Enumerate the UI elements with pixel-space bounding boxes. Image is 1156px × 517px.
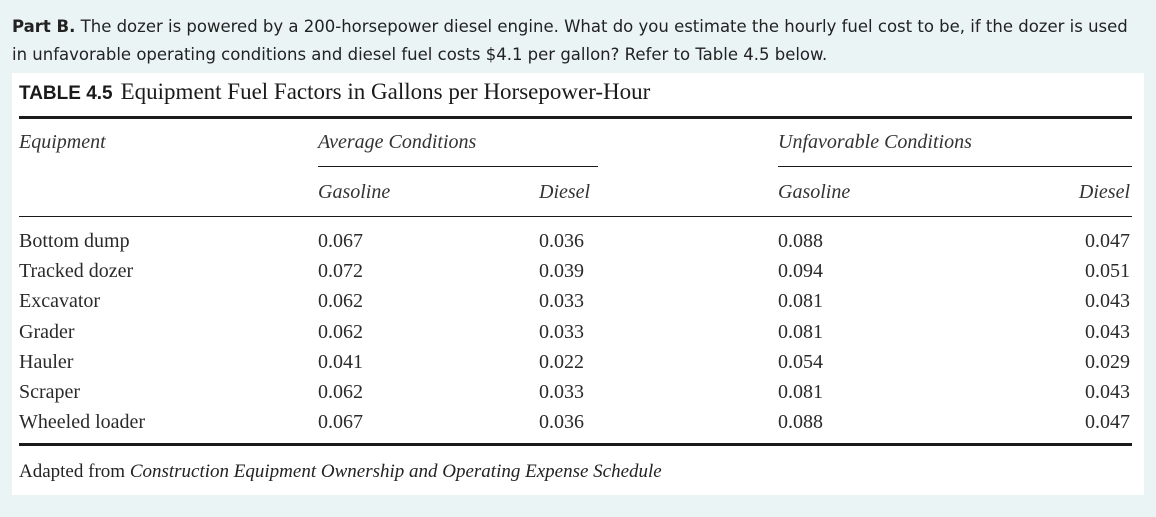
cell-unf-diesel: 0.047 [1085,411,1130,434]
cell-unf-diesel: 0.043 [1085,290,1130,313]
table-number: TABLE 4.5 [19,83,113,104]
unfavorable-group-rule [778,166,1132,167]
average-group-rule [318,166,598,167]
cell-avg-gas: 0.062 [318,381,363,403]
header-unfavorable-conditions: Unfavorable Conditions [778,131,972,153]
table-footer [19,461,662,483]
cell-avg-diesel: 0.022 [539,350,584,373]
table-title [19,79,650,105]
cell-avg-diesel: 0.033 [539,290,584,313]
top-rule [19,116,1132,119]
cell-unf-gas: 0.094 [778,260,823,283]
cell-unf-gas: 0.088 [778,411,823,434]
cell-equipment: Hauler [19,350,74,373]
cell-avg-gas: 0.041 [318,350,363,373]
cell-unf-diesel: 0.043 [1085,381,1130,403]
cell-avg-diesel: 0.036 [539,411,584,434]
cell-avg-gas: 0.072 [318,260,363,283]
cell-avg-diesel: 0.036 [539,230,584,252]
cell-avg-diesel: 0.033 [539,320,584,343]
cell-unf-gas: 0.088 [778,230,823,252]
header-avg-gasoline: Gasoline [318,181,391,203]
cell-avg-gas: 0.067 [318,230,363,252]
cell-equipment: Bottom dump [19,230,130,252]
cell-equipment: Grader [19,320,75,343]
cell-equipment: Scraper [19,381,81,403]
footer-prefix: Adapted from [19,461,130,482]
header-unf-gasoline: Gasoline [778,181,851,203]
cell-avg-diesel: 0.033 [539,381,584,403]
cell-unf-diesel: 0.029 [1085,350,1130,373]
cell-avg-gas: 0.062 [318,320,363,343]
cell-unf-gas: 0.081 [778,320,823,343]
fuel-factor-table [12,73,1144,495]
header-equipment: Equipment [19,131,106,153]
header-average-conditions: Average Conditions [318,131,477,153]
bottom-rule [19,443,1132,446]
cell-unf-diesel: 0.047 [1085,230,1130,252]
cell-avg-gas: 0.067 [318,411,363,434]
cell-equipment: Excavator [19,290,101,313]
cell-unf-diesel: 0.043 [1085,320,1130,343]
cell-avg-gas: 0.062 [318,290,363,313]
cell-unf-gas: 0.081 [778,290,823,313]
cell-equipment: Wheeled loader [19,411,146,434]
header-bottom-rule [19,216,1132,217]
question-body: The dozer is powered by a 200-horsepower diesel engine. What do you estimate the hourly fuel cost to be, if the dozer is used in unfavorable operating conditions and diesel fuel costs $4.1 per gallon? Refer to Table 4.5 below. [12,17,1128,64]
cell-unf-gas: 0.081 [778,381,823,403]
footer-source: Construction Equipment Ownership and Operating Expense Schedule [129,461,662,482]
part-label: Part B. [12,17,76,36]
table-caption: Equipment Fuel Factors in Gallons per Horsepower-Hour [120,79,651,104]
cell-equipment: Tracked dozer [19,260,134,283]
cell-avg-diesel: 0.039 [539,260,584,283]
header-unf-diesel: Diesel [1078,181,1130,203]
cell-unf-gas: 0.054 [778,350,823,373]
header-avg-diesel: Diesel [539,181,591,203]
question-text [12,13,1142,69]
cell-unf-diesel: 0.051 [1085,260,1130,283]
